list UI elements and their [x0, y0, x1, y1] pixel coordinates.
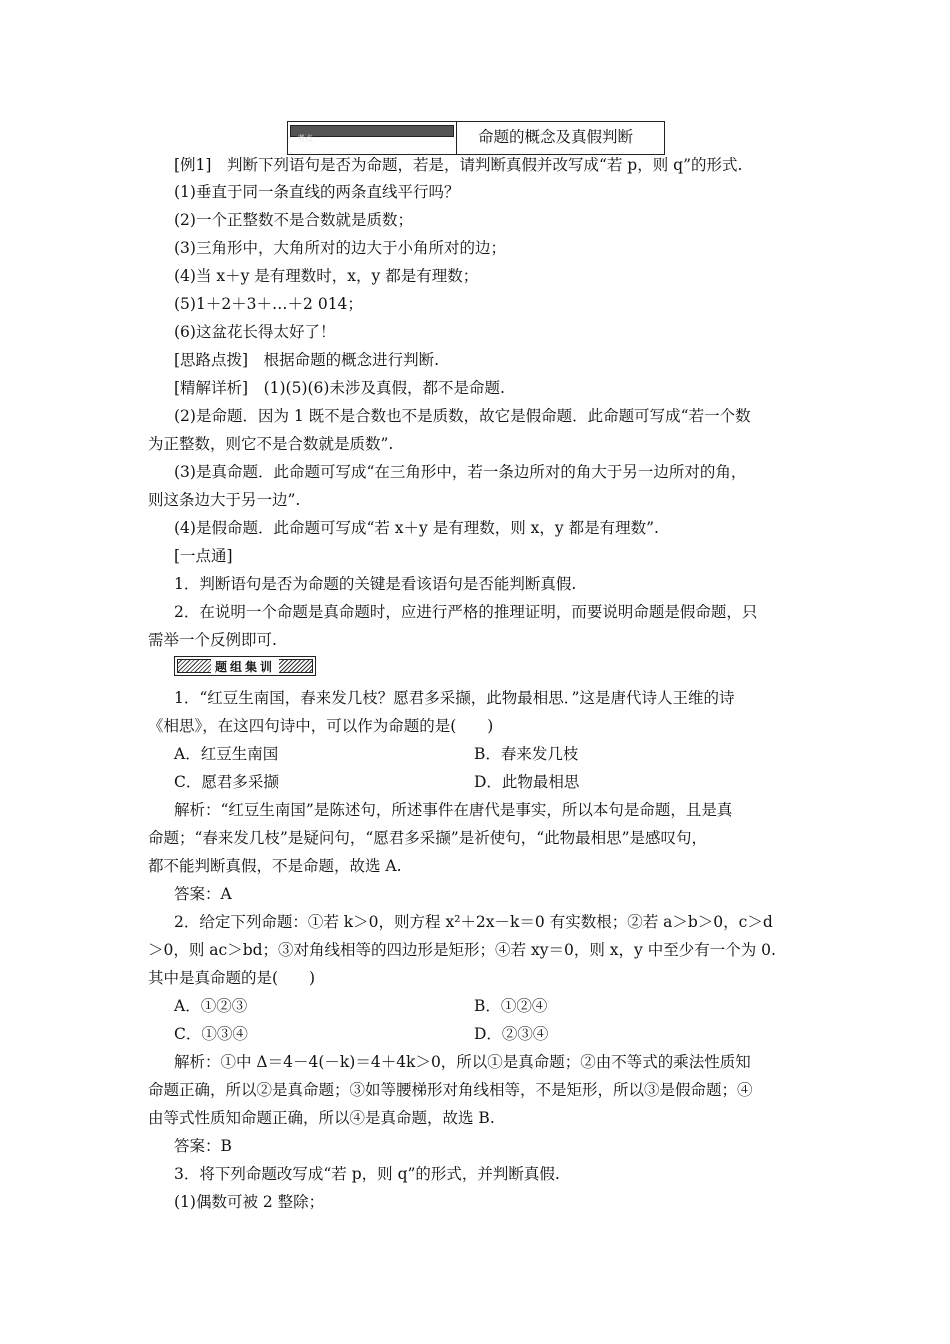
section-header — [287, 121, 665, 155]
header-divider — [456, 122, 457, 154]
question-line: 其中是真命题的是( ) — [148, 969, 316, 987]
option-b: B．①②④ — [474, 997, 548, 1015]
example-item: (2)一个正整数不是合数就是质数； — [174, 211, 413, 229]
group-banner — [174, 656, 316, 676]
analysis-line: (4)是假命题．此命题可写成“若 x＋y 是有理数，则 x，y 都是有理数”. — [174, 519, 659, 537]
solution-line: 都不能判断真假，不是命题，故选 A. — [148, 857, 402, 875]
example-label: [例1] 判断下列语句是否为命题，若是，请判断真假并改写成“若 p，则 q”的形式. — [174, 156, 743, 174]
question-item: (1)偶数可被 2 整除； — [174, 1193, 325, 1211]
question-line: 《相思》，在这四句诗中，可以作为命题的是( ) — [148, 717, 494, 735]
answer: 答案：A — [174, 885, 232, 903]
option-c: C．①③④ — [174, 1025, 248, 1043]
solution-line: 命题正确，所以②是真命题；③如等腰梯形对角线相等，不是矩形，所以③是假命题；④ — [148, 1081, 753, 1099]
example-item: (6)这盆花长得太好了！ — [174, 323, 336, 341]
analysis-line: (2)是命题．因为 1 既不是合数也不是质数，故它是假命题．此命题可写成“若一个数 — [174, 407, 751, 425]
question-line: ＞0，则 ac＞bd；③对角线相等的四边形是矩形；④若 xy＝0，则 x，y 中至少有一个为 0. — [148, 941, 776, 959]
tip-line: 1．判断语句是否为命题的关键是看该语句是否能判断真假. — [174, 575, 577, 593]
answer: 答案：B — [174, 1137, 232, 1155]
solution-line: 由等式性质知命题正确，所以④是真命题，故选 B. — [148, 1109, 495, 1127]
group-banner-label: 题组集训 — [211, 658, 279, 675]
example-item: (4)当 x＋y 是有理数时，x，y 都是有理数； — [174, 267, 479, 285]
option-a: A．红豆生南国 — [174, 745, 279, 763]
option-b: B．春来发几枝 — [474, 745, 579, 763]
solution-line: 解析：①中 Δ＝4－4(－k)＝4＋4k＞0，所以①是真命题；②由不等式的乘法性质知 — [174, 1053, 751, 1071]
question-line: 2．给定下列命题：①若 k＞0，则方程 x²＋2x－k＝0 有实数根；②若 a＞b＞0，c＞d — [174, 913, 773, 931]
option-d: D．此物最相思 — [474, 773, 580, 791]
tips-head: [一点通] — [174, 547, 233, 565]
option-c: C．愿君多采撷 — [174, 773, 279, 791]
analysis-line: 则这条边大于另一边”. — [148, 491, 301, 509]
question-line: 1．“红豆生南国，春来发几枝？愿君多采撷，此物最相思．”这是唐代诗人王维的诗 — [174, 689, 735, 707]
analysis-line: 为正整数，则它不是合数就是质数”. — [148, 435, 394, 453]
hint: [思路点拨] 根据命题的概念进行判断. — [174, 351, 440, 369]
tip-line: 2．在说明一个命题是真命题时，应进行严格的推理证明，而要说明命题是假命题，只 — [174, 603, 758, 621]
section-title: 命题的概念及真假判断 — [478, 128, 634, 146]
solution-line: 命题；“春来发几枝”是疑问句，“愿君多采撷”是祈使句，“此物最相思”是感叹句， — [148, 829, 708, 847]
option-a: A．①②③ — [174, 997, 248, 1015]
example-item: (3)三角形中，大角所对的边大于小角所对的边； — [174, 239, 506, 257]
option-d: D．②③④ — [474, 1025, 549, 1043]
solution-line: 解析：“红豆生南国”是陈述句，所述事件在唐代是事实，所以本句是命题，且是真 — [174, 801, 733, 819]
tip-line: 需举一个反例即可. — [148, 631, 277, 649]
question-line: 3．将下列命题改写成“若 p，则 q”的形式，并判断真假. — [174, 1165, 560, 1183]
section-tag: 考点一 — [290, 125, 454, 137]
example-item: (1)垂直于同一条直线的两条直线平行吗？ — [174, 183, 460, 201]
analysis-line: (3)是真命题．此命题可写成“在三角形中，若一条边所对的角大于另一边所对的角， — [174, 463, 747, 481]
analysis-head: [精解详析] (1)(5)(6)未涉及真假，都不是命题. — [174, 379, 505, 397]
example-item: (5)1＋2＋3＋…＋2 014； — [174, 295, 363, 313]
